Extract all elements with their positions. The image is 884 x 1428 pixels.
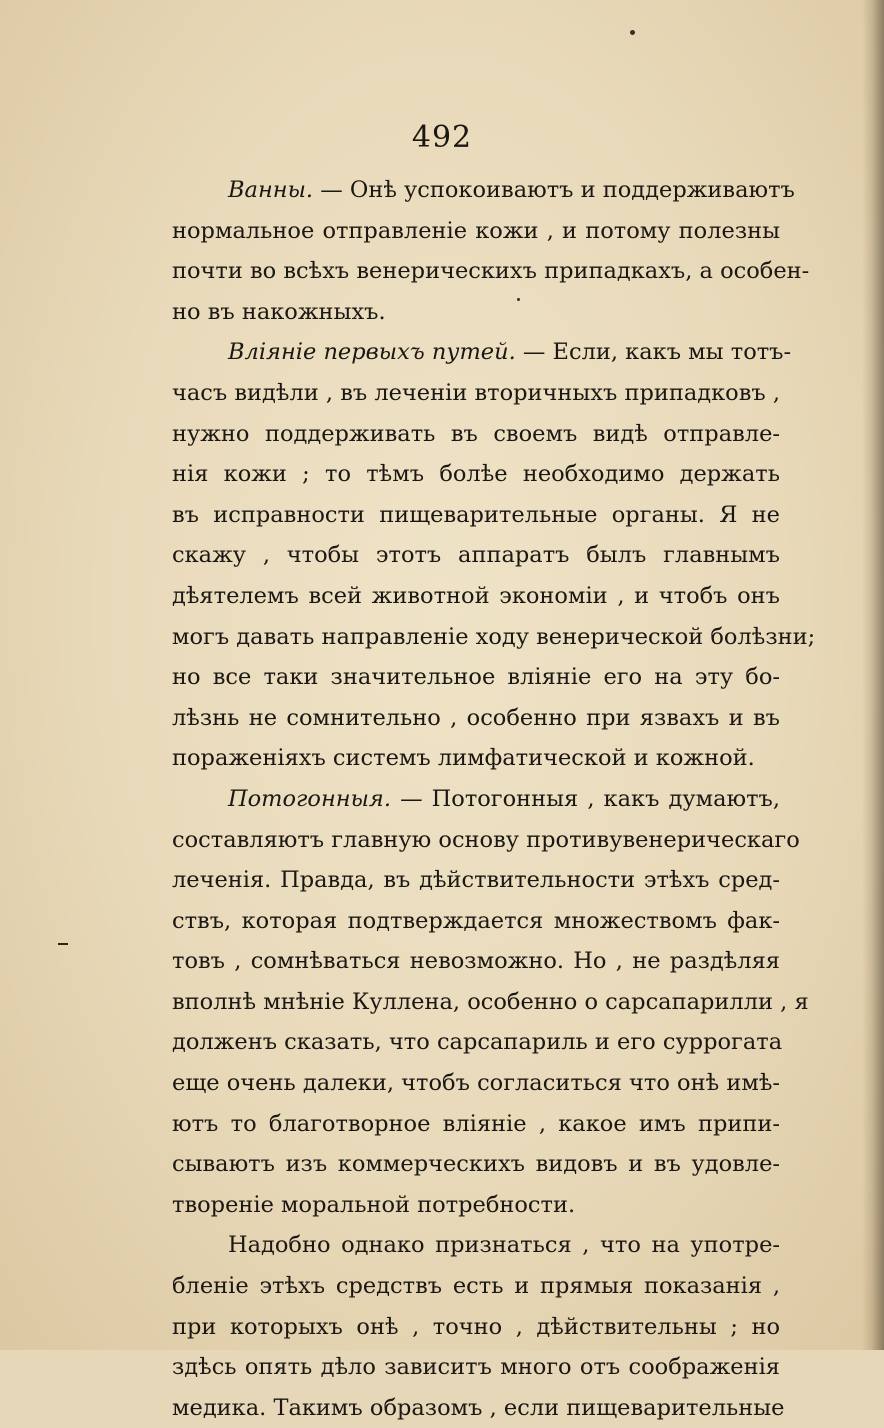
text-line: нужно поддерживать въ своемъ видѣ отправле- [172,420,780,447]
text-line: нормальное отправленіе кожи , и потому полезны [172,217,780,244]
text-line: товъ , сомнѣваться невозможно. Но , не раздѣляя [172,948,780,975]
text-line: нія кожи ; то тѣмъ болѣе необходимо держать [172,461,780,488]
text-line: Ванны. — Онѣ успокоиваютъ и поддерживаютъ [228,177,795,203]
text-line: дѣятелемъ всей животной экономіи , и чтобъ онъ [172,582,780,609]
text-line: въ исправности пищеварительные органы. Я не [172,501,780,528]
paragraph-heading: Потогонныя. [228,785,391,812]
text-line: вполнѣ мнѣніе Куллена, особенно о сарсапарилли , я [172,988,809,1015]
text-line: почти во всѣхъ венерическихъ припадкахъ, а особен- [172,258,810,285]
text-line: составляютъ главную основу противувенерическаго [172,826,800,853]
text-line: ствъ, которая подтверждается множествомъ фак- [172,907,780,934]
text-line: ютъ то благотворное вліяніе , какое имъ припи- [172,1110,780,1137]
text-line: леченія. Правда, въ дѣйствительности этѣхъ сред- [172,867,780,894]
text-line: Вліяніе первыхъ путей. — Если, какъ мы тотъ- [228,339,792,366]
text-line: долженъ сказать, что сарсапариль и его суррогата [172,1029,783,1056]
text-line: твореніе моральной потребности. [172,1191,576,1218]
text-line: сываютъ изъ коммерческихъ видовъ и въ удовле- [172,1151,780,1178]
text-line: здѣсь опять дѣло зависитъ много отъ соображенія [172,1354,780,1381]
paragraph-heading: Вліяніе первыхъ путей. [228,339,516,366]
text-line: медика. Такимъ образомъ , если пищеварительные [172,1394,785,1421]
text-line: но все таки значительное вліяніе его на эту бо- [172,664,780,691]
paragraph-heading: Ванны. [228,177,314,203]
margin-mark [58,943,68,945]
text-line: еще очень далеки, чтобъ согласиться что онѣ имѣ- [172,1070,780,1097]
text-line: пораженіяхъ системъ лимфатической и кожной. [172,745,755,772]
text-line: бленіе этѣхъ средствъ есть и прямыя показанія , [172,1273,780,1300]
text-line: часъ видѣли , въ леченіи вторичныхъ припадковъ , [172,379,781,406]
text-line: Потогонныя. — Потогонныя , какъ думаютъ, [228,785,780,812]
text-line: скажу , чтобы этотъ аппаратъ былъ главнымъ [172,542,780,569]
page-number: 492 [411,120,473,155]
text-line: при которыхъ онѣ , точно , дѣйствительны ; но [172,1313,780,1340]
text-line: лѣзнь не сомнительно , особенно при язвахъ и въ [172,704,780,731]
body-text [172,170,816,1428]
binding-shadow [862,0,884,1350]
text-line: Надобно однако признаться , что на употре- [228,1232,780,1259]
paper-speck [630,30,635,35]
text-line: могъ давать направленіе ходу венерической болѣзни; [172,623,816,650]
text-line: но въ накожныхъ. [172,298,386,325]
